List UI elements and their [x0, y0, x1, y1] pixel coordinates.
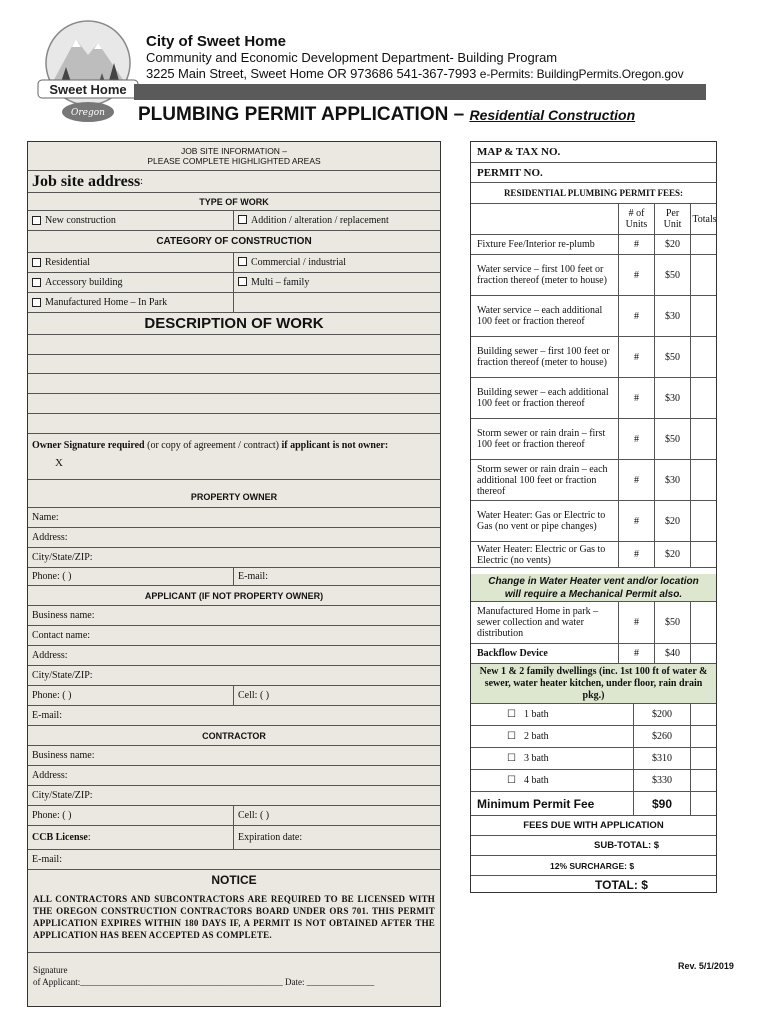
contractor-city-label: City/State/ZIP:	[32, 790, 93, 801]
category-row-3	[28, 293, 440, 313]
residential-option[interactable]	[28, 253, 234, 272]
fee-units[interactable]: #	[619, 460, 655, 500]
jobsite-heading	[28, 142, 440, 171]
bath-option[interactable]	[471, 704, 634, 725]
fee-per-unit: $50	[655, 337, 691, 377]
fee-per-unit: $30	[655, 378, 691, 418]
bath-option[interactable]	[471, 726, 634, 747]
total-field[interactable]: TOTAL: $	[595, 878, 648, 892]
contractor-address-field[interactable]	[28, 766, 440, 786]
notice-section	[28, 870, 440, 952]
form-title	[138, 104, 635, 126]
city-logo	[36, 17, 140, 125]
owner-phone-row	[28, 568, 440, 586]
owner-signature-label	[28, 440, 388, 451]
fee-per-unit: $20	[655, 501, 691, 541]
fee-per-unit: $30	[655, 296, 691, 336]
fee-panel	[470, 141, 717, 893]
fee-units[interactable]: #	[619, 296, 655, 336]
fee-row	[471, 460, 716, 501]
department-line: Community and Economic Development Department- Building Program	[146, 50, 558, 65]
signature-label-2: of Applicant:	[33, 977, 81, 987]
description-line-4[interactable]	[28, 394, 440, 414]
jobsite-heading-2: PLEASE COMPLETE HIGHLIGHTED AREAS	[147, 156, 321, 166]
new-construction-option[interactable]	[28, 211, 234, 230]
owner-sig-required: Owner Signature required	[32, 440, 145, 451]
ccb-license-field[interactable]	[28, 826, 234, 849]
accessory-option[interactable]	[28, 273, 234, 292]
bath-option[interactable]	[471, 770, 634, 791]
fee-units[interactable]: #	[619, 235, 655, 254]
bath-checkbox[interactable]: ☐	[507, 753, 516, 764]
contractor-city-field[interactable]	[28, 786, 440, 806]
bath-row	[471, 748, 716, 770]
bath-total[interactable]	[691, 748, 718, 769]
fees-column-header	[471, 204, 716, 235]
applicant-signature-field[interactable]	[33, 964, 374, 988]
applicant-business-label: Business name:	[32, 610, 95, 621]
applicant-business-field[interactable]	[28, 606, 440, 626]
fee-per-unit: $50	[655, 419, 691, 459]
property-owner-heading: PROPERTY OWNER	[28, 480, 440, 508]
col-per-2: Unit	[663, 219, 682, 230]
commercial-label: Commercial / industrial	[251, 257, 346, 268]
permit-no-field[interactable]: PERMIT NO.	[471, 163, 716, 183]
notice-text: ALL CONTRACTORS AND SUBCONTRACTORS ARE REQUIRED TO BE LICENSED WITH THE OREGON CONSTRUCTION CONTRACTORS BOARD UNDER ORS 701. THIS PERMIT APPLICATION EXPIRES WITHIN 180 DAYS IF, A PERMIT IS NOT OBTAINED AFTER THE APPLICATION HAS BEEN ACCEPTED AS COMPLETE.	[33, 894, 435, 940]
bath-label: 3 bath	[523, 753, 549, 764]
contractor-heading: CONTRACTOR	[28, 726, 440, 746]
applicant-phone-field[interactable]: Phone: ( )	[28, 686, 234, 705]
residential-checkbox[interactable]	[32, 258, 41, 267]
owner-city-field[interactable]	[28, 548, 440, 568]
fee-desc: Backflow Device	[471, 644, 619, 663]
fee-per-unit: $50	[655, 255, 691, 295]
accessory-label: Accessory building	[45, 277, 123, 288]
applicant-city-field[interactable]	[28, 666, 440, 686]
residential-label: Residential	[45, 257, 90, 268]
fee-units[interactable]: #	[619, 419, 655, 459]
bath-price: $200	[634, 704, 691, 725]
fee-desc: Fixture Fee/Interior re-plumb	[471, 235, 619, 254]
description-line-3[interactable]	[28, 374, 440, 394]
fee-desc: Water service – each additional 100 feet or fraction thereof	[471, 296, 619, 336]
fee-desc: Manufactured Home in park – sewer collection and water distribution	[471, 602, 619, 643]
fee-per-unit: $40	[655, 644, 691, 663]
bath-label: 2 bath	[523, 731, 549, 742]
date-label: Date:	[285, 977, 305, 987]
jobsite-address-field[interactable]	[28, 171, 440, 193]
bath-total[interactable]	[691, 704, 718, 725]
category-row-2	[28, 273, 440, 293]
fee-row	[471, 255, 716, 296]
applicant-contact-field[interactable]	[28, 626, 440, 646]
fee-desc: Water service – first 100 feet or fraction thereof (meter to house)	[471, 255, 619, 295]
applicant-email-field[interactable]	[28, 706, 440, 726]
applicant-contact-label: Contact name:	[32, 630, 91, 641]
bath-label: 1 bath	[523, 709, 549, 720]
contractor-phone-field[interactable]: Phone: ( )	[28, 806, 234, 825]
new-construction-checkbox[interactable]	[32, 216, 41, 225]
applicant-cell-field[interactable]: Cell: ( )	[238, 690, 270, 701]
owner-phone-field[interactable]: Phone: ( )	[28, 568, 234, 585]
fee-per-unit: $20	[655, 542, 691, 567]
applicant-city-label: City/State/ZIP:	[32, 670, 93, 681]
fees-due-heading: FEES DUE WITH APPLICATION	[471, 816, 716, 836]
bath-checkbox[interactable]: ☐	[507, 775, 516, 786]
header-bar	[134, 84, 706, 100]
applicant-email-label: E-mail:	[32, 710, 62, 721]
fee-units[interactable]: #	[619, 337, 655, 377]
applicant-heading: APPLICANT (IF NOT PROPERTY OWNER)	[28, 586, 440, 606]
contractor-address-label: Address:	[32, 770, 68, 781]
notice-heading: NOTICE	[211, 873, 257, 887]
minimum-fee-label: Minimum Permit Fee	[471, 792, 634, 815]
fee-row	[471, 378, 716, 419]
col-units	[619, 204, 655, 234]
col-per-1: Per	[665, 208, 680, 219]
commercial-option[interactable]	[234, 257, 346, 268]
left-form-panel	[27, 141, 441, 1007]
fee-desc: Water Heater: Electric or Gas to Electric (no vents)	[471, 542, 619, 567]
contractor-ccb-row	[28, 826, 440, 850]
bath-price: $260	[634, 726, 691, 747]
bath-label: 4 bath	[523, 775, 549, 786]
col-description	[471, 204, 619, 234]
minimum-fee-row	[471, 792, 716, 816]
owner-address-field[interactable]	[28, 528, 440, 548]
bath-price: $310	[634, 748, 691, 769]
ccb-license-colon: :	[87, 832, 91, 843]
bath-total[interactable]	[691, 770, 718, 791]
addition-label: Addition / alteration / replacement	[251, 215, 389, 226]
contractor-phone-row	[28, 806, 440, 826]
bath-checkbox[interactable]: ☐	[507, 709, 516, 720]
owner-city-label: City/State/ZIP:	[32, 552, 93, 563]
description-heading: DESCRIPTION OF WORK	[28, 313, 440, 335]
fee-row	[471, 501, 716, 542]
org-name: City of Sweet Home	[146, 33, 287, 50]
water-heater-note: Change in Water Heater vent and/or location will require a Mechanical Permit also.	[471, 574, 716, 602]
fee-desc: Building sewer – each additional 100 feet or fraction thereof	[471, 378, 619, 418]
fee-total[interactable]	[691, 602, 718, 643]
fee-total[interactable]	[691, 460, 718, 500]
subtotal-field[interactable]: SUB-TOTAL: $	[471, 836, 716, 856]
multifamily-option[interactable]	[234, 277, 309, 288]
owner-sig-condition: if applicant is not owner:	[281, 440, 389, 451]
fee-row-manufactured	[471, 602, 716, 644]
new-dwellings-note: New 1 & 2 family dwellings (inc. 1st 100 ft of water & sewer, water heater kitchen, under floor, rain drain pkg.)	[471, 664, 716, 704]
category-row-1	[28, 253, 440, 273]
fee-total[interactable]	[691, 255, 718, 295]
fee-total[interactable]	[691, 419, 718, 459]
fee-units[interactable]: #	[619, 378, 655, 418]
owner-signature-field[interactable]	[28, 434, 440, 480]
street-address: 3225 Main Street, Sweet Home OR 973686 541-367-7993	[146, 66, 477, 81]
surcharge-field[interactable]: 12% SURCHARGE: $	[471, 856, 716, 876]
bath-row	[471, 704, 716, 726]
applicant-phone-row	[28, 686, 440, 706]
type-of-work-row	[28, 211, 440, 231]
fee-total[interactable]	[691, 542, 718, 567]
multifamily-label: Multi – family	[251, 277, 310, 288]
fee-units[interactable]: #	[619, 602, 655, 643]
multifamily-checkbox[interactable]	[238, 277, 247, 286]
owner-email-field[interactable]: E-mail:	[238, 571, 268, 582]
manufactured-label: Manufactured Home – In Park	[45, 297, 168, 308]
manufactured-checkbox[interactable]	[32, 298, 41, 307]
fee-per-unit: $20	[655, 235, 691, 254]
jobsite-address-colon: :	[140, 176, 143, 187]
addition-checkbox[interactable]	[238, 215, 247, 224]
contractor-email-field[interactable]	[28, 850, 440, 870]
owner-sig-note: (or copy of agreement / contract)	[144, 440, 282, 451]
fee-total[interactable]	[691, 378, 718, 418]
fee-desc: Water Heater: Gas or Electric to Gas (no vent or pipe changes)	[471, 501, 619, 541]
fee-row	[471, 296, 716, 337]
ccb-license-label: CCB License	[32, 832, 88, 843]
fee-row	[471, 337, 716, 378]
applicant-address-label: Address:	[32, 650, 68, 661]
bath-total[interactable]	[691, 726, 718, 747]
fee-desc: Building sewer – first 100 feet or fraction thereof (meter to house)	[471, 337, 619, 377]
logo-text: Sweet Home	[49, 82, 127, 97]
fee-units[interactable]: #	[619, 542, 655, 567]
col-units-2: Units	[625, 219, 648, 230]
minimum-fee-total[interactable]	[691, 792, 718, 815]
bath-row	[471, 726, 716, 748]
description-line-5[interactable]	[28, 414, 440, 434]
col-per-unit	[655, 204, 691, 234]
applicant-address-field[interactable]	[28, 646, 440, 666]
fee-total[interactable]	[691, 501, 718, 541]
epermits-link[interactable]: e-Permits: BuildingPermits.Oregon.gov	[479, 67, 684, 81]
owner-name-label: Name:	[32, 512, 59, 523]
contractor-business-label: Business name:	[32, 750, 95, 761]
revision-date: Rev. 5/1/2019	[678, 961, 734, 971]
map-tax-field[interactable]: MAP & TAX NO.	[471, 142, 716, 163]
owner-name-field[interactable]	[28, 508, 440, 528]
form-title-main: PLUMBING PERMIT APPLICATION	[138, 104, 449, 125]
bath-checkbox[interactable]: ☐	[507, 731, 516, 742]
fee-row	[471, 419, 716, 460]
fee-total[interactable]	[691, 235, 718, 254]
contractor-business-field[interactable]	[28, 746, 440, 766]
contractor-cell-field[interactable]: Cell: ( )	[238, 810, 270, 821]
jobsite-heading-1: JOB SITE INFORMATION –	[180, 146, 288, 156]
fee-total[interactable]	[691, 644, 718, 663]
fee-row	[471, 542, 716, 568]
fee-total[interactable]	[691, 337, 718, 377]
date-line[interactable]: _______________	[306, 977, 375, 987]
logo-subtext: Oregon	[71, 108, 105, 118]
signature-label-1: Signature	[33, 965, 68, 975]
description-line-2[interactable]	[28, 355, 440, 374]
fee-per-unit: $30	[655, 460, 691, 500]
address-line	[146, 66, 683, 81]
minimum-fee-value: $90	[634, 792, 691, 815]
category-heading: CATEGORY OF CONSTRUCTION	[28, 231, 440, 253]
fee-units[interactable]: #	[619, 501, 655, 541]
addition-option[interactable]	[234, 215, 389, 226]
col-units-1: # of	[628, 208, 645, 219]
owner-address-label: Address:	[32, 532, 68, 543]
fee-row	[471, 235, 716, 255]
manufactured-option[interactable]	[28, 293, 234, 312]
expiration-date-field[interactable]: Expiration date:	[238, 832, 303, 843]
title-dash: –	[448, 104, 470, 125]
contractor-email-label: E-mail:	[32, 854, 62, 865]
fee-units[interactable]: #	[619, 255, 655, 295]
fee-per-unit: $50	[655, 602, 691, 643]
commercial-checkbox[interactable]	[238, 257, 247, 266]
col-totals: Totals	[692, 213, 717, 225]
fee-desc: Storm sewer or rain drain – first 100 feet or fraction thereof	[471, 419, 619, 459]
bath-row	[471, 770, 716, 792]
description-line-1[interactable]	[28, 335, 440, 355]
accessory-checkbox[interactable]	[32, 278, 41, 287]
fee-units[interactable]: #	[619, 644, 655, 663]
signature-line: _____________________________________________	[80, 977, 283, 987]
jobsite-address-label: Job site address	[32, 172, 141, 190]
fees-heading: RESIDENTIAL PLUMBING PERMIT FEES:	[471, 183, 716, 204]
type-of-work-heading: TYPE OF WORK	[28, 193, 440, 211]
form-subtitle: Residential Construction	[469, 107, 636, 123]
bath-price: $330	[634, 770, 691, 791]
new-construction-label: New construction	[45, 215, 116, 226]
fee-desc: Storm sewer or rain drain – each additional 100 feet or fraction thereof	[471, 460, 619, 500]
bath-option[interactable]	[471, 748, 634, 769]
owner-signature-x: X	[55, 457, 63, 469]
fee-total[interactable]	[691, 296, 718, 336]
fee-row-backflow	[471, 644, 716, 664]
